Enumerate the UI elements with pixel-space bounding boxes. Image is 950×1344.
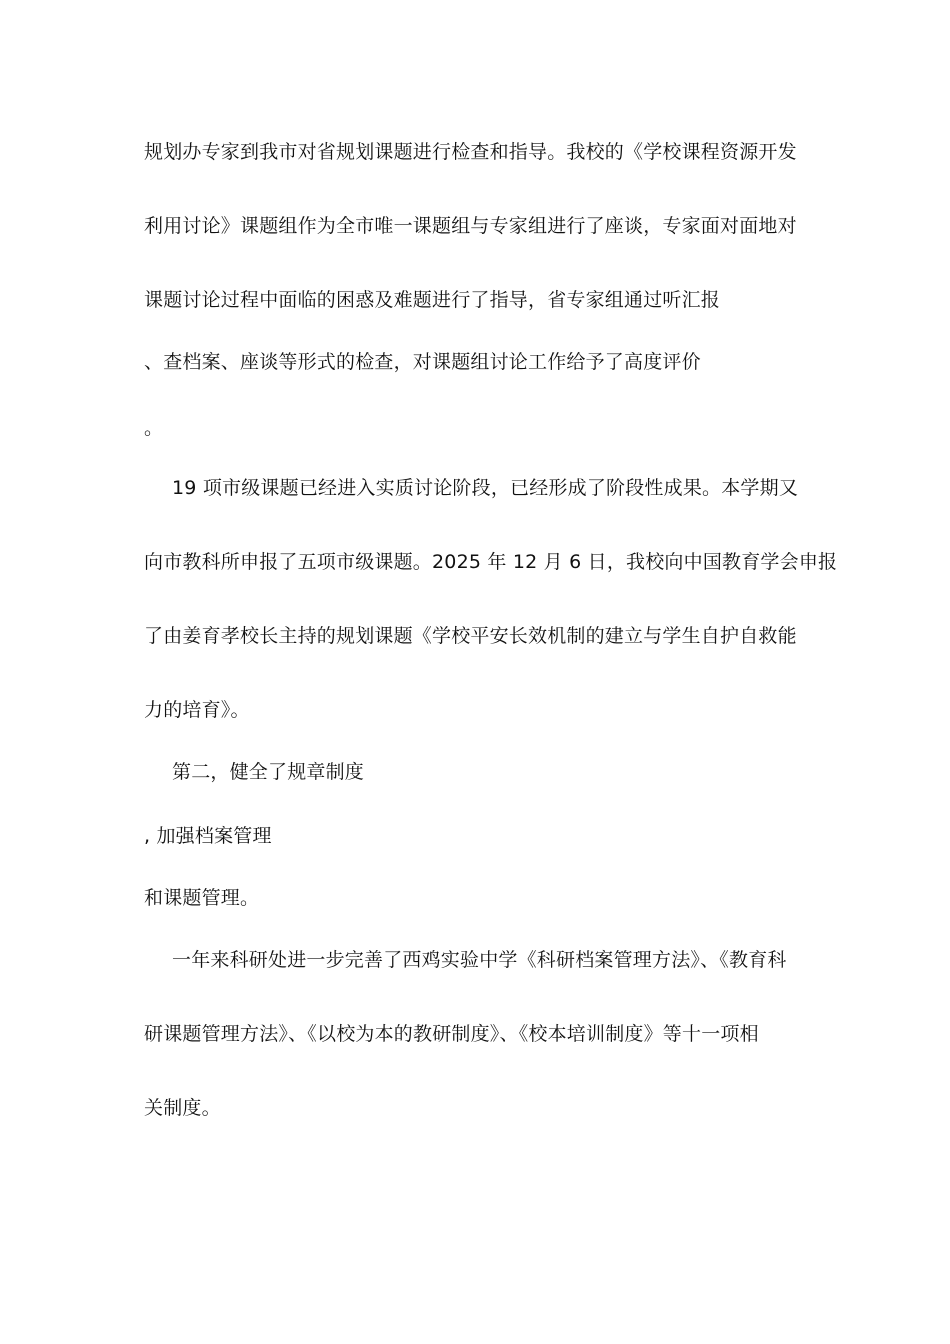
paragraph-line: 一年来科研处进一步完善了西鸡实验中学《科研档案管理方法》、《教育科 (172, 949, 787, 971)
paragraph-line: 力的培育》。 (144, 699, 250, 721)
paragraph-line: 。 (144, 417, 164, 439)
section-heading-line: , 加强档案管理 (144, 825, 272, 847)
paragraph-line: 关制度。 (144, 1097, 221, 1119)
paragraph-line: 规划办专家到我市对省规划课题进行检查和指导。我校的《学校课程资源开发 (144, 141, 797, 163)
paragraph-line: 利用讨论》课题组作为全市唯一课题组与专家组进行了座谈，专家面对面地对 (144, 215, 797, 237)
paragraph-line: 课题讨论过程中面临的困惑及难题进行了指导，省专家组通过听汇报 (144, 289, 721, 311)
section-heading-line: 和课题管理。 (144, 887, 260, 909)
paragraph-line: 研课题管理方法》、《以校为本的教研制度》、《校本培训制度》等十一项相 (144, 1023, 759, 1045)
section-heading-line: 第二，健全了规章制度 (172, 761, 365, 783)
paragraph-line: 了由姜育孝校长主持的规划课题《学校平安长效机制的建立与学生自护自救能 (144, 625, 797, 647)
paragraph-line: 、查档案、座谈等形式的检查，对课题组讨论工作给予了高度评价 (144, 351, 701, 373)
paragraph-line: 19 项市级课题已经进入实质讨论阶段，已经形成了阶段性成果。本学期又 (172, 477, 799, 499)
paragraph-line: 向市教科所申报了五项市级课题。2025 年 12 月 6 日，我校向中国教育学会申报 (144, 551, 838, 573)
